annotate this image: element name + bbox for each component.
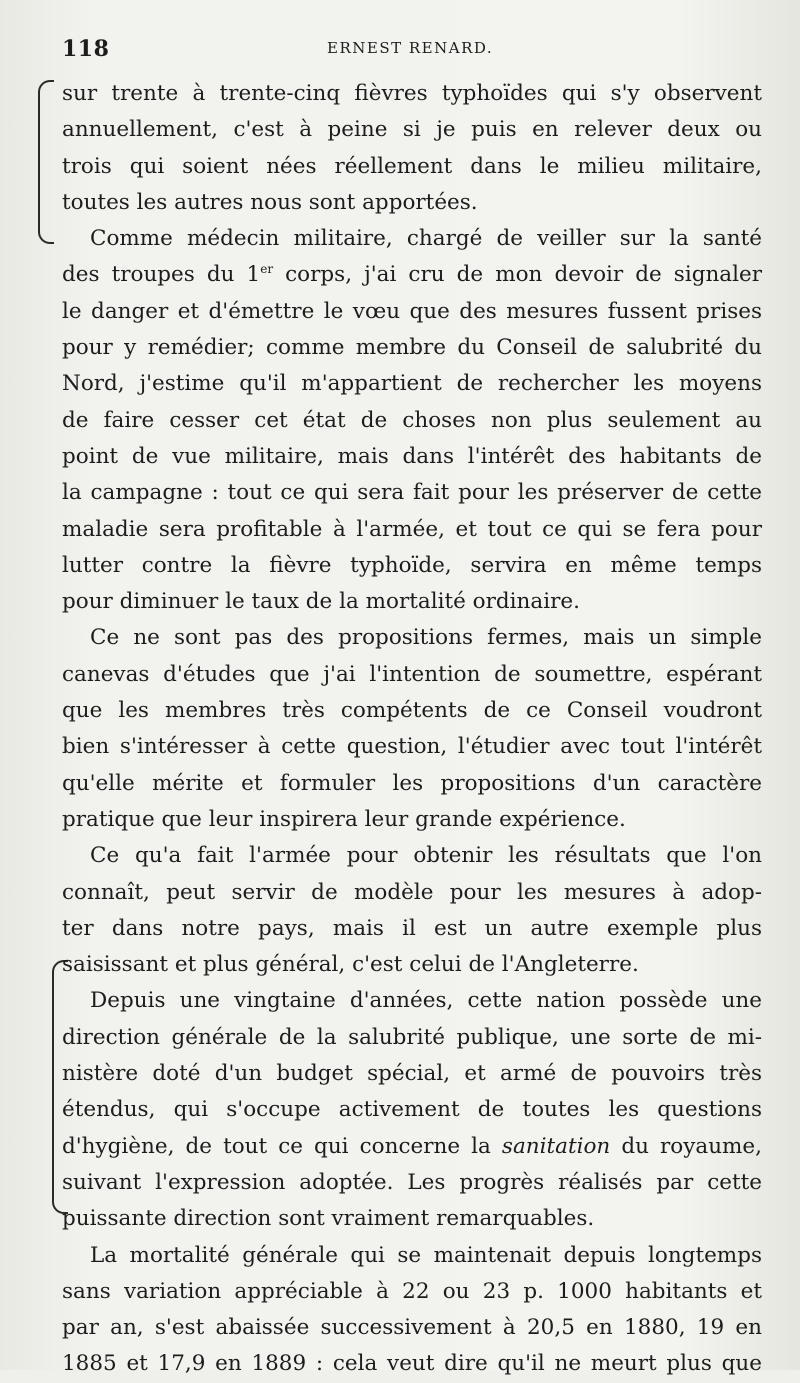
text-line: que les membres très compétents de ce Conseil voudront <box>62 698 762 724</box>
text-line: des troupes du 1er corps, j'ai cru de mon devoir de signaler <box>62 262 762 288</box>
running-head: ERNEST RENARD. <box>327 39 494 57</box>
text-line: nistère doté d'un budget spécial, et armé de pouvoirs très <box>62 1061 762 1087</box>
text-line: Ce ne sont pas des propositions fermes, mais un simple <box>90 625 762 651</box>
text-line: ter dans notre pays, mais il est un autre exemple plus <box>62 915 762 941</box>
text-line: pour diminuer le taux de la mortalité ordinaire. <box>62 589 580 615</box>
text-line: par an, s'est abaissée successivement à 20,5 en 1880, 19 en <box>62 1315 762 1341</box>
text-line: connaît, peut servir de modèle pour les mesures à adop- <box>62 879 762 905</box>
text-line: maladie sera profitable à l'armée, et tout ce qui se fera pour <box>62 516 762 542</box>
text-line: annuellement, c'est à peine si je puis en relever deux ou <box>62 117 762 143</box>
text-line: 1885 et 17,9 en 1889 : cela veut dire qu'il ne meurt plus que <box>62 1351 762 1377</box>
text-line: étendus, qui s'occupe activement de toutes les questions <box>62 1097 762 1123</box>
text-line: point de vue militaire, mais dans l'intérêt des habitants de <box>62 443 762 469</box>
text-line: pour y remédier; comme membre du Conseil de salubrité du <box>62 335 762 361</box>
text-line: le danger et d'émettre le vœu que des mesures fussent prises <box>62 298 762 324</box>
margin-pencil-bracket <box>38 80 54 244</box>
text-line: Comme médecin militaire, chargé de veiller sur la santé <box>90 226 762 252</box>
body-text <box>62 76 762 1383</box>
text-line: bien s'intéresser à cette question, l'étudier avec tout l'intérêt <box>62 734 762 760</box>
text-line: la campagne : tout ce qui sera fait pour les préserver de cette <box>62 480 762 506</box>
text-line: Depuis une vingtaine d'années, cette nation possède une <box>90 988 762 1014</box>
text-line: toutes les autres nous sont apportées. <box>62 189 478 215</box>
text-line: qu'elle mérite et formuler les propositions d'un caractère <box>62 770 762 796</box>
text-line: sans variation appréciable à 22 ou 23 p. 1000 habitants et <box>62 1278 762 1304</box>
text-line: Ce qu'a fait l'armée pour obtenir les résultats que l'on <box>90 843 762 869</box>
text-line: saisissant et plus général, c'est celui de l'Angleterre. <box>62 952 639 978</box>
text-line: direction générale de la salubrité publique, une sorte de mi- <box>62 1024 762 1050</box>
text-line: canevas d'études que j'ai l'intention de soumettre, espérant <box>62 661 762 687</box>
text-line: trois qui soient nées réellement dans le milieu militaire, <box>62 153 762 179</box>
text-line: puissante direction sont vraiment remarquables. <box>62 1206 595 1232</box>
text-line: de faire cesser cet état de choses non plus seulement au <box>62 407 762 433</box>
page-header <box>62 36 760 66</box>
page-number: 118 <box>62 36 110 62</box>
text-line: sur trente à trente-cinq fièvres typhoïdes qui s'y observent <box>62 81 762 106</box>
text-line: d'hygiène, de tout ce qui concerne la sanitation du royaume, <box>62 1133 762 1159</box>
text-line: lutter contre la fièvre typhoïde, servira en même temps <box>62 552 762 578</box>
text-line: pratique que leur inspirera leur grande expérience. <box>62 806 626 832</box>
text-line: suivant l'expression adoptée. Les progrès réalisés par cette <box>62 1169 762 1195</box>
text-line: La mortalité générale qui se maintenait depuis longtemps <box>90 1242 762 1268</box>
text-line: Nord, j'estime qu'il m'appartient de rechercher les moyens <box>62 371 762 397</box>
